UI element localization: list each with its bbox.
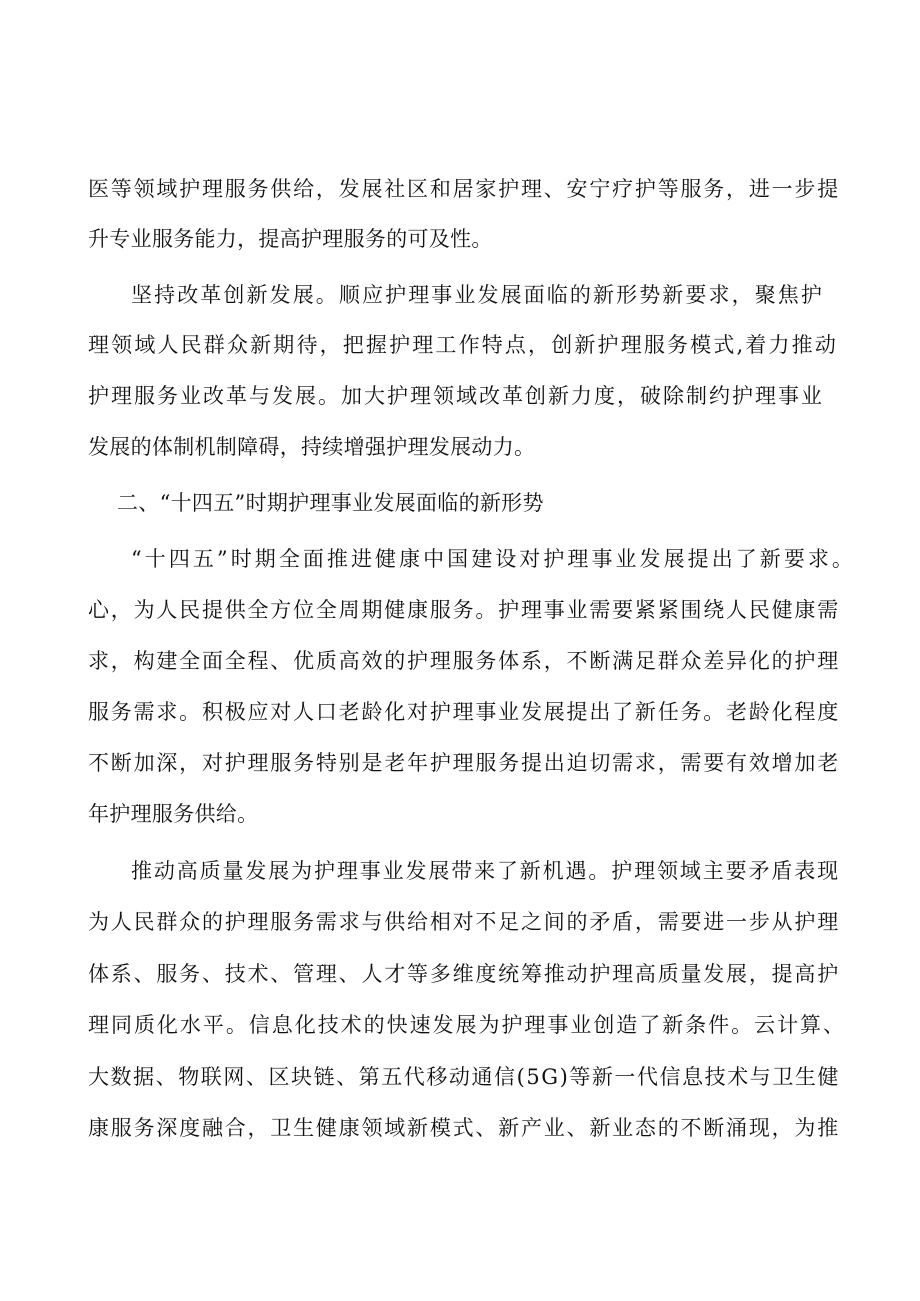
- text-line: 理同质化水平。信息化技术的快速发展为护理事业创造了新条件。云计算、: [88, 1013, 846, 1037]
- text-line: 服务需求。积极应对人口老龄化对护理事业发展提出了新任务。老龄化程度: [88, 700, 840, 724]
- text-line: 为人民群众的护理服务需求与供给相对不足之间的矛盾，需要进一步从护理: [88, 910, 840, 934]
- text-line: 发展的体制机制障碍，持续增强护理发展动力。: [88, 435, 536, 459]
- text-line: 大数据、物联网、区块链、第五代移动通信(5G)等新一代信息技术与卫生健: [88, 1065, 840, 1089]
- section-heading: 二、“十四五”时期护理事业发展面临的新形势: [117, 491, 544, 515]
- text-line: “十四五”时期全面推进健康中国建设对护理事业发展提出了新要求。: [131, 547, 856, 571]
- text-line: 推动高质量发展为护理事业发展带来了新机遇。护理领域主要矛盾表现: [131, 859, 840, 883]
- text-line: 康服务深度融合，卫生健康领域新模式、新产业、新业态的不断涌现，为推: [88, 1116, 840, 1140]
- text-line: 医等领域护理服务供给，发展社区和居家护理、安宁疗护等服务，进一步提: [88, 177, 840, 201]
- text-line: 坚持改革创新发展。顺应护理事业发展面临的新形势新要求，聚焦护: [131, 283, 824, 307]
- text-line: 不断加深，对护理服务特别是老年护理服务提出迫切需求，需要有效增加老: [88, 751, 840, 775]
- text-line: 心，为人民提供全方位全周期健康服务。护理事业需要紧紧围绕人民健康需: [88, 598, 840, 622]
- text-line: 升专业服务能力，提高护理服务的可及性。: [88, 227, 493, 251]
- text-line: 护理服务业改革与发展。加大护理领域改革创新力度，破除制约护理事业: [88, 384, 824, 408]
- text-line: 理领域人民群众新期待，把握护理工作特点，创新护理服务模式,着力推动: [88, 333, 838, 357]
- text-line: 体系、服务、技术、管理、人才等多维度统筹推动护理高质量发展，提高护: [88, 962, 840, 986]
- text-line: 年护理服务供给。: [88, 802, 259, 826]
- text-line: 求，构建全面全程、优质高效的护理服务体系，不断满足群众差异化的护理: [88, 649, 840, 673]
